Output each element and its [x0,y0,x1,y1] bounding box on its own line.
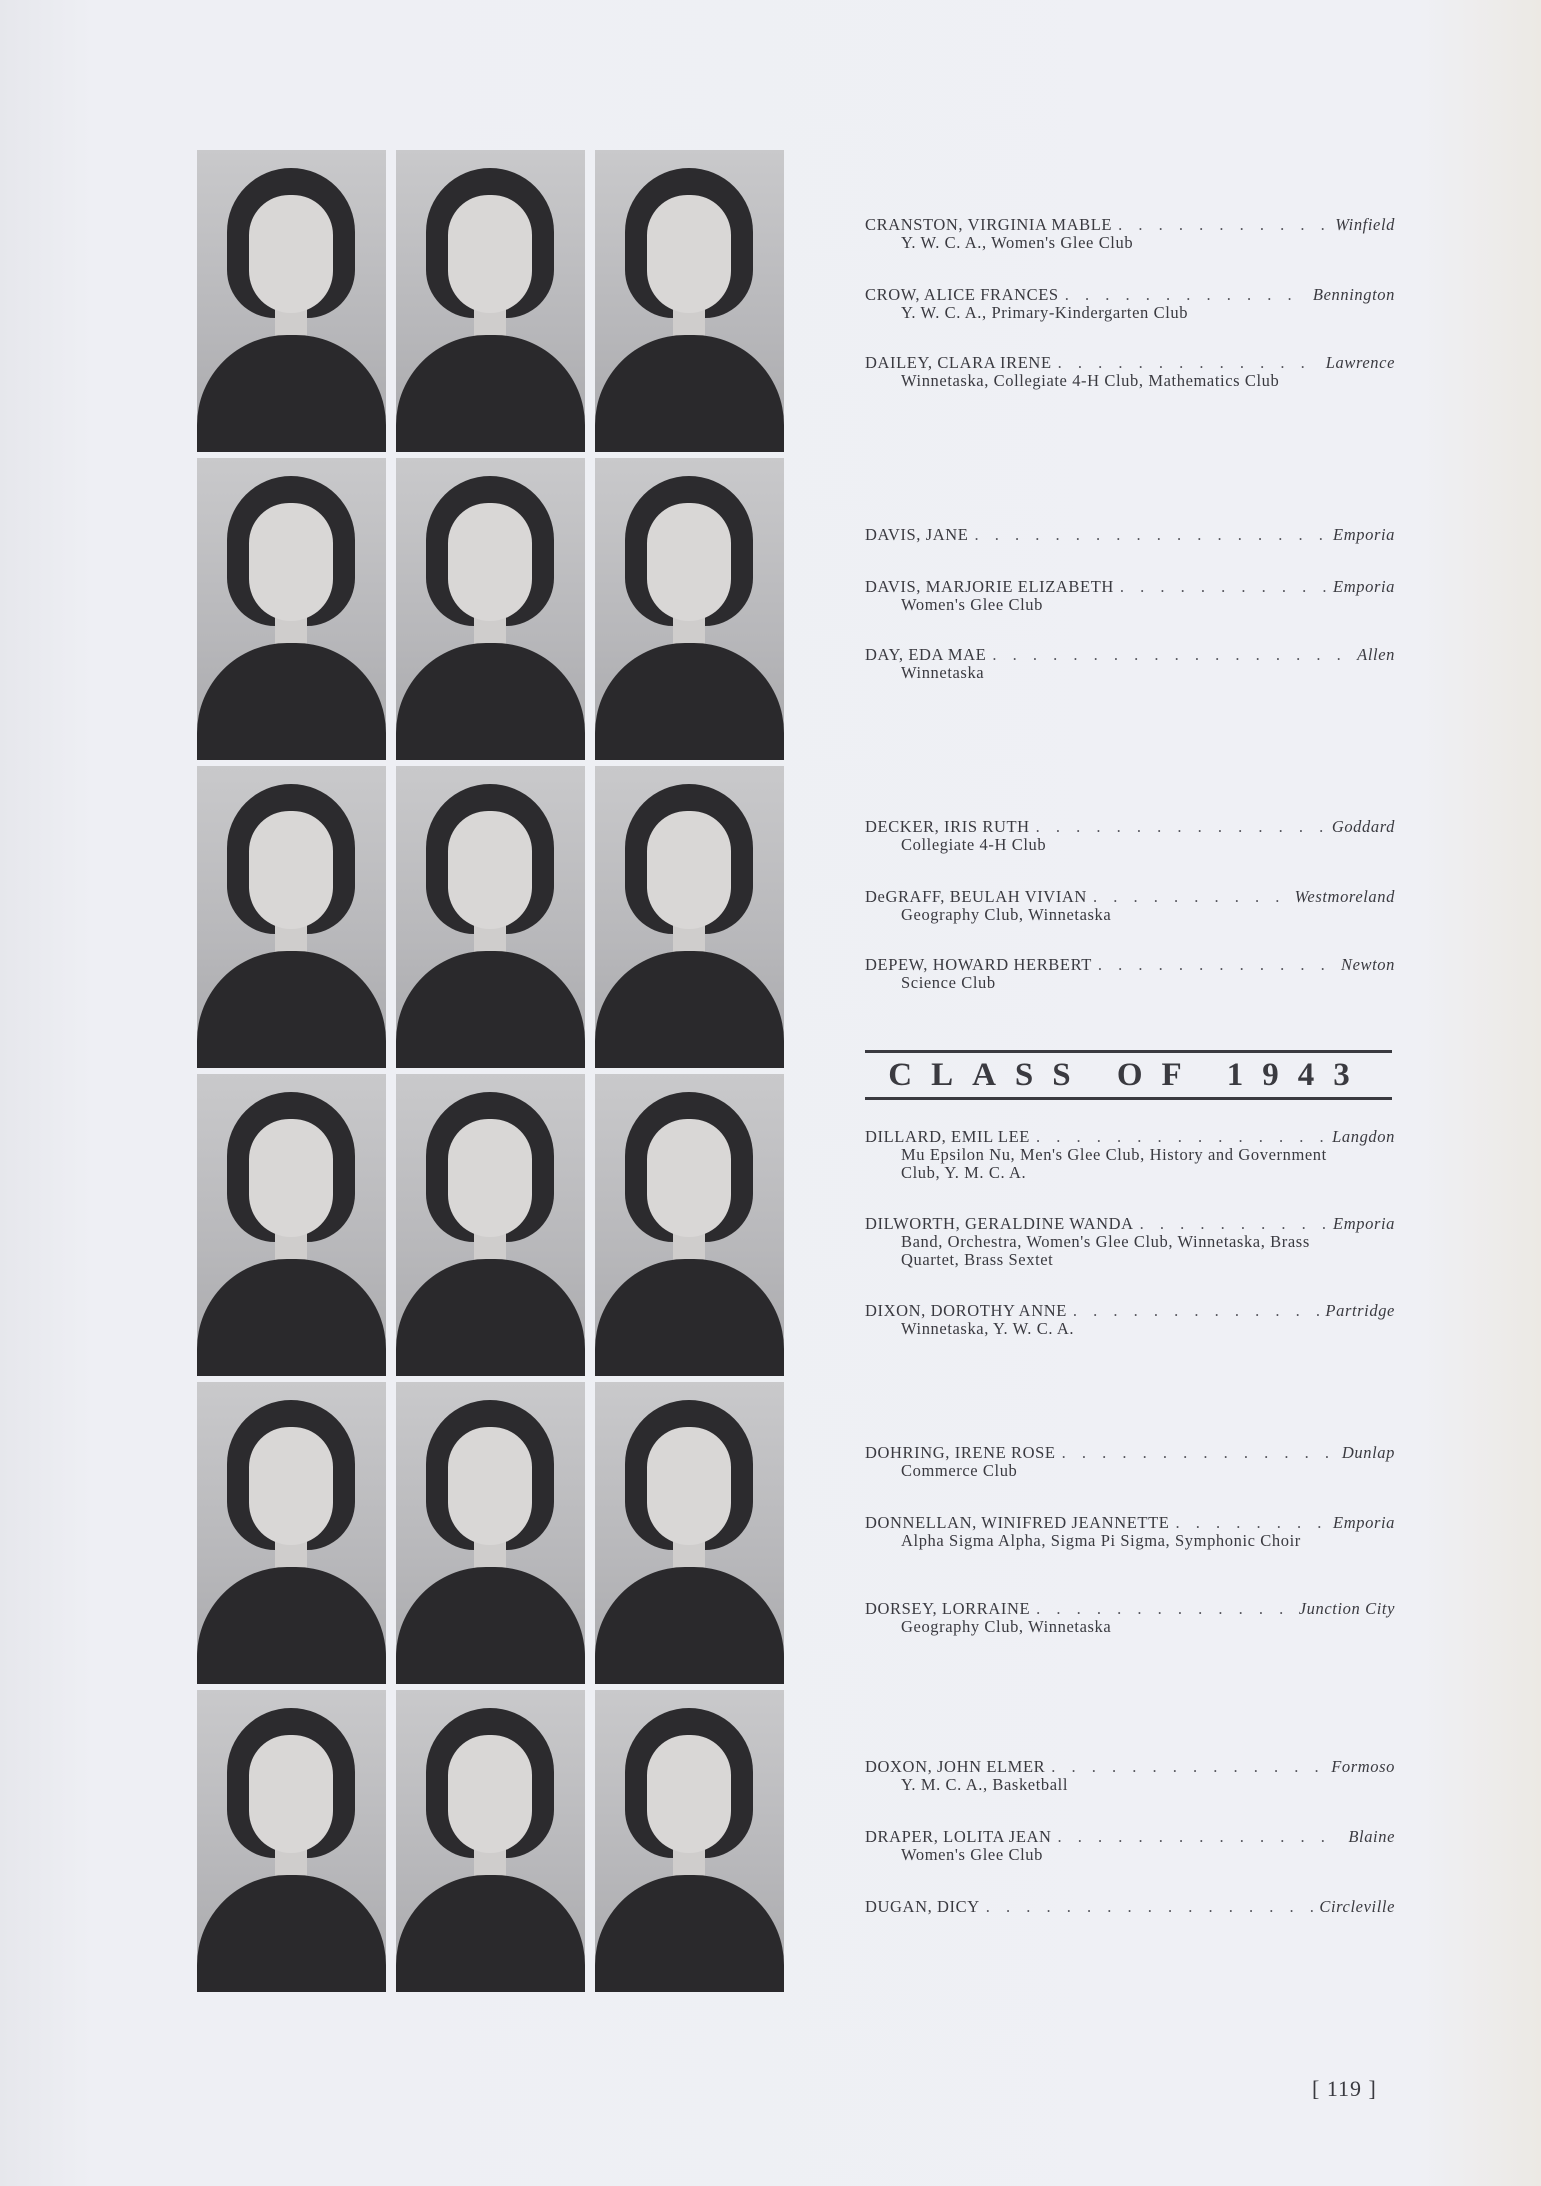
student-entry [865,1514,1395,1550]
dot-leader [1062,1444,1336,1462]
student-activities: Science Club [901,973,996,992]
hometown: Dunlap [1341,1443,1395,1462]
page-number: [ 119 ] [1312,2076,1377,2101]
student-activities: Geography Club, Winnetaska [901,905,1112,924]
student-entry [865,1444,1395,1480]
portrait-photo [595,150,784,452]
portrait-photo [595,1382,784,1684]
student-name: DIXON, DOROTHY ANNE [865,1301,1067,1320]
student-activities: Women's Glee Club [901,595,1043,614]
hometown: Bennington [1312,285,1395,304]
student-name: DUGAN, DICY [865,1897,980,1916]
dot-leader [992,646,1351,664]
student-activities: Winnetaska, Y. W. C. A. [901,1319,1075,1338]
dot-leader [1065,286,1307,304]
student-name: DILLARD, EMIL LEE [865,1127,1030,1146]
portrait-grid [197,150,789,2010]
dot-leader [1093,888,1289,906]
student-entry [865,216,1395,252]
class-header-text: CLASS OF 1943 [888,1056,1369,1093]
dot-leader [1175,1514,1327,1532]
student-name: DECKER, IRIS RUTH [865,817,1030,836]
student-name: DEPEW, HOWARD HERBERT [865,955,1092,974]
portrait-photo [197,1074,386,1376]
hometown: Langdon [1332,1127,1395,1146]
class-header [865,1050,1392,1100]
student-entry [865,286,1395,322]
hometown: Emporia [1333,525,1395,544]
student-activities: Commerce Club [901,1461,1018,1480]
dot-leader [1120,578,1327,596]
hometown: Partridge [1325,1301,1395,1320]
student-name: DAVIS, JANE [865,525,969,544]
student-name: CRANSTON, VIRGINIA MABLE [865,215,1113,234]
student-entry [865,1758,1395,1794]
portrait-photo [197,150,386,452]
student-activities: Y. W. C. A., Primary-Kindergarten Club [901,303,1189,322]
portrait-row [197,458,789,760]
student-entry [865,1828,1395,1864]
dot-leader [1036,818,1326,836]
student-activities: Collegiate 4-H Club [901,835,1047,854]
student-activities: Band, Orchestra, Women's Glee Club, Winnetaska, Brass Quartet, Brass Sextet [901,1232,1310,1269]
dot-leader [1073,1302,1320,1320]
hometown: Westmoreland [1294,887,1395,906]
student-name: DONNELLAN, WINIFRED JEANNETTE [865,1513,1170,1532]
portrait-row [197,1074,789,1376]
student-entry [865,1215,1395,1269]
portrait-photo [595,458,784,760]
student-entry [865,818,1395,854]
student-activities: Women's Glee Club [901,1845,1043,1864]
student-name: DILWORTH, GERALDINE WANDA [865,1214,1134,1233]
student-entry [865,1600,1395,1636]
hometown: Blaine [1348,1827,1395,1846]
portrait-photo [595,766,784,1068]
student-name: DAILEY, CLARA IRENE [865,353,1052,372]
portrait-photo [197,458,386,760]
student-entry [865,526,1395,544]
portrait-photo [595,1690,784,1992]
student-activities: Y. M. C. A., Basketball [901,1775,1069,1794]
student-activities: Y. W. C. A., Women's Glee Club [901,233,1134,252]
portrait-photo [197,766,386,1068]
hometown: Emporia [1333,1214,1395,1233]
student-entry [865,354,1395,390]
portrait-photo [197,1382,386,1684]
hometown: Junction City [1298,1599,1395,1618]
portrait-photo [396,1690,585,1992]
hometown: Goddard [1331,817,1395,836]
portrait-row [197,1382,789,1684]
hometown: Lawrence [1325,353,1395,372]
student-activities: Alpha Sigma Alpha, Sigma Pi Sigma, Symphonic Choir [901,1531,1301,1550]
dot-leader [986,1898,1314,1916]
student-name: DeGRAFF, BEULAH VIVIAN [865,887,1087,906]
dot-leader [1118,216,1329,234]
hometown: Formoso [1331,1757,1395,1776]
student-name: DOXON, JOHN ELMER [865,1757,1046,1776]
dot-leader [1058,354,1320,372]
dot-leader [1036,1128,1326,1146]
student-entry [865,1302,1395,1338]
portrait-photo [396,766,585,1068]
hometown: Newton [1340,955,1395,974]
portrait-row [197,1690,789,1992]
hometown: Circleville [1319,1897,1395,1916]
portrait-photo [197,1690,386,1992]
student-activities: Winnetaska [901,663,985,682]
dot-leader [1036,1600,1293,1618]
student-entry [865,578,1395,614]
dot-leader [1098,956,1335,974]
student-name: DORSEY, LORRAINE [865,1599,1031,1618]
student-activities: Mu Epsilon Nu, Men's Glee Club, History and Government Club, Y. M. C. A. [901,1145,1327,1182]
portrait-photo [595,1074,784,1376]
portrait-row [197,150,789,452]
dot-leader [1140,1215,1327,1233]
student-name: DAY, EDA MAE [865,645,987,664]
student-activities: Winnetaska, Collegiate 4-H Club, Mathematics Club [901,371,1280,390]
hometown: Allen [1357,645,1395,664]
portrait-row [197,766,789,1068]
portrait-photo [396,458,585,760]
student-entry [865,1128,1395,1182]
student-entry [865,1898,1395,1916]
dot-leader [1051,1758,1325,1776]
portrait-photo [396,1382,585,1684]
student-name: DOHRING, IRENE ROSE [865,1443,1056,1462]
student-name: DAVIS, MARJORIE ELIZABETH [865,577,1114,596]
dot-leader [1058,1828,1343,1846]
student-activities: Geography Club, Winnetaska [901,1617,1112,1636]
hometown: Emporia [1333,577,1395,596]
student-entry [865,646,1395,682]
portrait-photo [396,1074,585,1376]
hometown: Emporia [1333,1513,1395,1532]
portrait-photo [396,150,585,452]
student-entry [865,888,1395,924]
dot-leader [974,526,1327,544]
student-entry [865,956,1395,992]
hometown: Winfield [1335,215,1395,234]
student-name: CROW, ALICE FRANCES [865,285,1059,304]
student-name: DRAPER, LOLITA JEAN [865,1827,1052,1846]
